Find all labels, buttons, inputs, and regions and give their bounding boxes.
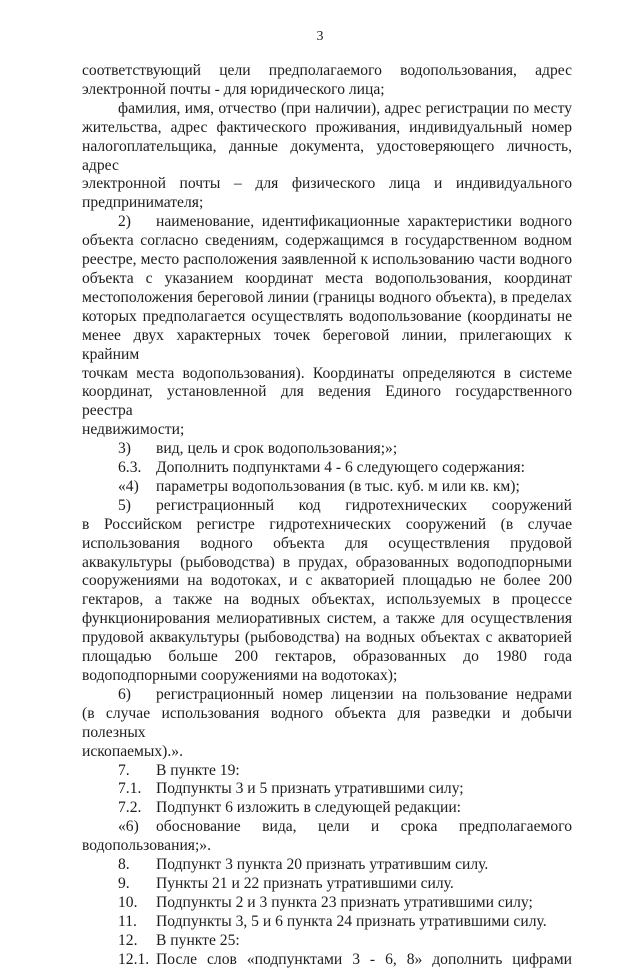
numbered-line: [82, 213, 572, 232]
item-text: В пункте 19:: [156, 761, 240, 779]
item-number: 11.: [118, 912, 137, 930]
text-line: недвижимости;: [82, 421, 185, 439]
text-line: сооружениями на водотоках, и с акваторией площадью не более 200: [82, 572, 572, 590]
numbered-line: [82, 762, 572, 781]
text-line: гектаров, а также на водных объектах, используемых в процессе: [82, 591, 572, 609]
text-line: жительства, адрес фактического проживания, индивидуальный номер: [82, 118, 572, 136]
item-text: Подпункты 3 и 5 признать утратившими силу;: [156, 780, 464, 798]
item-text: Подпункты 3, 5 и 6 пункта 24 признать утратившими силу.: [156, 912, 547, 930]
numbered-line: [82, 932, 572, 951]
text-line: предпринимателя;: [82, 194, 204, 212]
numbered-line: [82, 497, 572, 516]
numbered-line: [82, 440, 572, 459]
text-line: ископаемых).».: [82, 742, 183, 760]
text-line: точкам места водопользования). Координаты определяются в системе: [82, 364, 572, 382]
text-line: которых предполагается осуществлять водопользование (координаты не: [82, 307, 572, 325]
item-text: обоснование вида, цели и срока предполагаемого: [156, 818, 572, 836]
item-text: Подпункты 2 и 3 пункта 23 признать утратившими силу;: [156, 893, 533, 911]
item-number: 6.3.: [118, 459, 142, 477]
page-number: 3: [316, 29, 324, 44]
item-number: «4): [118, 477, 139, 495]
item-text: Пункты 21 и 22 признать утратившими силу.: [156, 874, 454, 892]
item-text: После слов «подпунктами 3 - 6, 8» дополнить цифрами: [156, 950, 572, 968]
item-number: 5): [118, 496, 131, 514]
numbered-line: [82, 459, 572, 478]
text-line: налогоплательщика, данные документа, удостоверяющего личность, адрес: [82, 137, 572, 174]
numbered-line: [82, 913, 572, 932]
text-line: (в случае использования водного объекта для разведки и добычи полезных: [82, 704, 572, 741]
numbered-line: [82, 799, 572, 818]
item-number: 7.: [118, 761, 130, 779]
item-number: 12.: [118, 931, 138, 949]
item-number: 2): [118, 213, 131, 231]
item-text: Дополнить подпунктами 4 - 6 следующего содержания:: [156, 459, 525, 477]
numbered-line: [82, 780, 572, 799]
item-text: В пункте 25:: [156, 931, 240, 949]
text-line: местоположения береговой линии (границы водного объекта), в пределах: [82, 288, 572, 306]
document-body: [82, 62, 572, 970]
text-line: менее двух характерных точек береговой линии, прилегающих к крайним: [82, 326, 572, 363]
item-number: 12.1.: [118, 950, 150, 968]
item-number: 9.: [118, 874, 130, 892]
text-line: реестре, место расположения заявленной к использованию части водного: [82, 251, 572, 269]
item-number: 8.: [118, 856, 130, 874]
numbered-line: [82, 686, 572, 705]
text-line: водоподпорными сооружениями на водотоках);: [82, 667, 398, 684]
text-line: прудовой аквакультуры (рыбоводства) на водных объектах с акваторией: [82, 629, 572, 647]
text-line: в Российском регистре гидротехнических сооружений (в случае: [82, 515, 572, 533]
text-line: функционирования мелиоративных систем, а также для осуществления: [82, 610, 572, 628]
text-line: соответствующий цели предполагаемого водопользования, адрес: [82, 62, 572, 79]
item-text: Подпункт 3 пункта 20 признать утратившим силу.: [156, 856, 489, 874]
text-line: объекта согласно сведениям, содержащимся в государственном водном: [82, 232, 572, 250]
numbered-line: [82, 818, 572, 837]
item-text: регистрационный номер лицензии на пользование недрами: [156, 685, 572, 703]
numbered-line: [82, 951, 572, 970]
text-line: водопользования;».: [82, 837, 211, 855]
text-line: фамилия, имя, отчество (при наличии), адрес регистрации по месту: [118, 99, 572, 117]
numbered-line: [82, 875, 572, 894]
item-text: регистрационный код гидротехнических сооружений: [156, 496, 572, 514]
text-line: координат, установленной для ведения Единого государственного реестра: [82, 383, 572, 420]
text-line: электронной почты - для юридического лица;: [82, 80, 385, 98]
numbered-line: [82, 856, 572, 875]
text-line: электронной почты – для физического лица и индивидуального: [82, 175, 572, 193]
item-number: 7.2.: [118, 799, 142, 817]
numbered-line: [82, 478, 572, 497]
item-number: 3): [118, 440, 131, 458]
text-line: объекта с указанием координат места водопользования, координат: [82, 269, 572, 287]
item-text: вид, цель и срок водопользования;»;: [156, 440, 398, 458]
numbered-line: [82, 894, 572, 913]
item-number: 10.: [118, 893, 138, 911]
item-number: 7.1.: [118, 780, 142, 798]
text-line: аквакультуры (рыбоводства) в прудах, образованных водоподпорными: [82, 553, 572, 571]
item-text: параметры водопользования (в тыс. куб. м или кв. км);: [156, 477, 520, 495]
item-text: Подпункт 6 изложить в следующей редакции:: [156, 799, 461, 817]
text-line: использования водного объекта для осуществления прудовой: [82, 534, 572, 552]
item-number: «6): [118, 818, 139, 836]
item-text: наименование, идентификационные характеристики водного: [156, 213, 572, 231]
item-number: 6): [118, 685, 131, 703]
text-line: площадью больше 200 гектаров, образованных до 1980 года: [82, 648, 572, 666]
